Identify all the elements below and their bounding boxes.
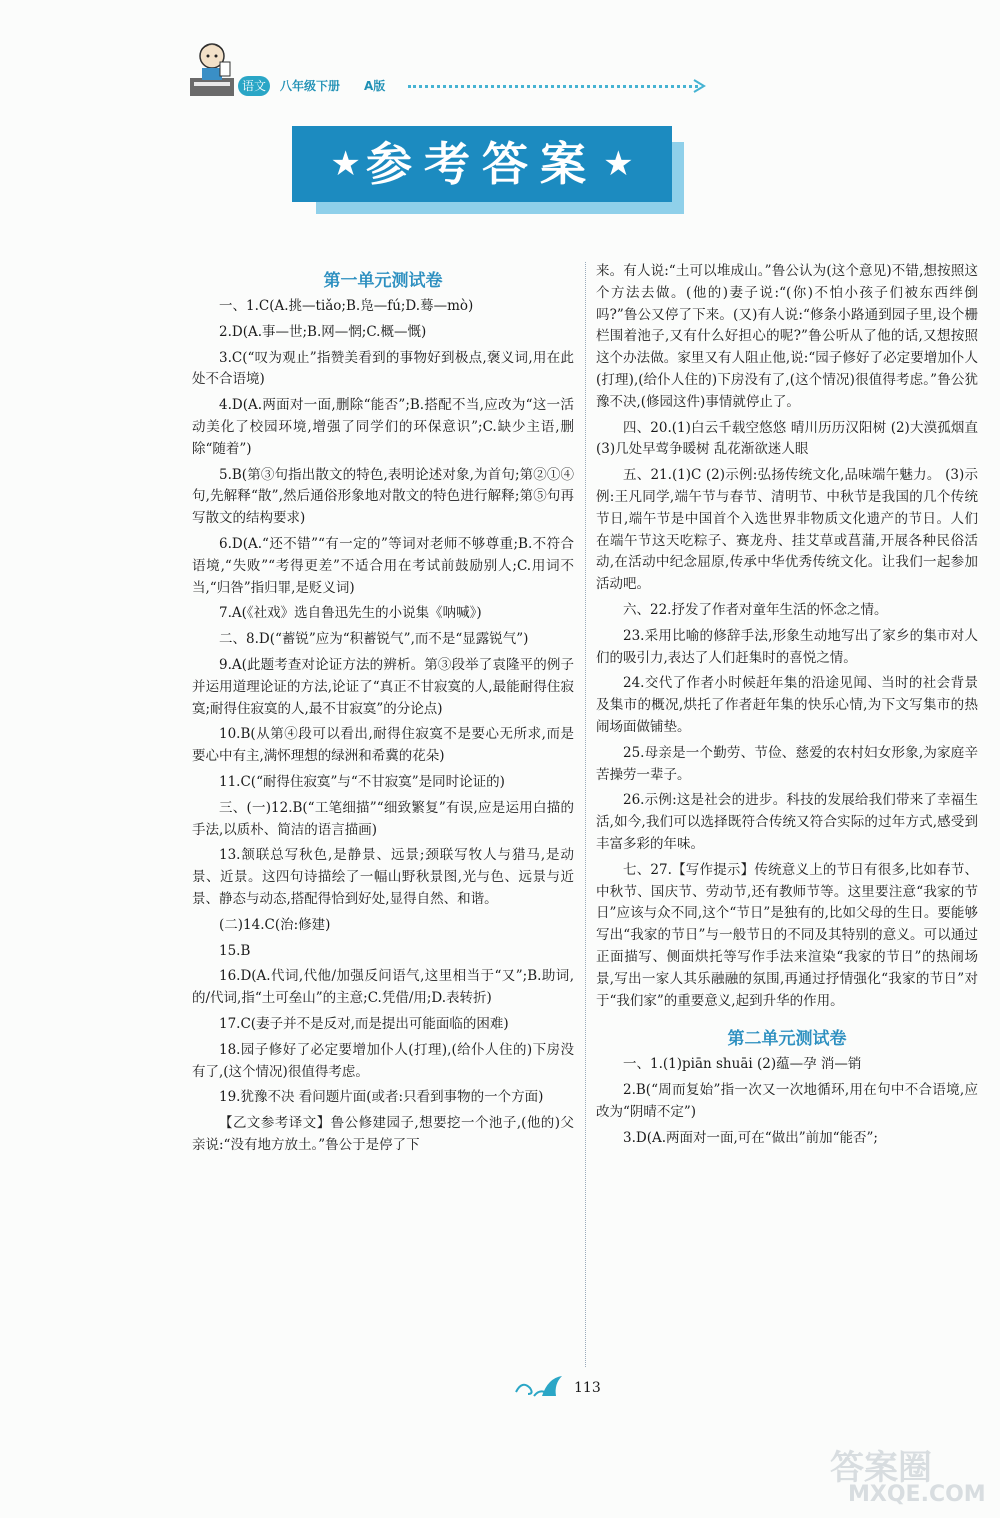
answer-item: 一、1.(1)piān shuāi (2)蕴—孕 消—销 [623,1056,862,1073]
section-title: 第二单元测试卷 [727,1029,847,1050]
answer-item: 3.D(A.两面对一面,可在“做出”前加“能否”; [623,1129,878,1146]
answer-item: 25.母亲是一个勤劳、节俭、慈爱的农村妇女形象,为家庭辛苦操劳一辈子。 [596,744,978,783]
column-divider [585,262,586,1367]
site-watermark [830,1440,1000,1510]
answer-banner [292,126,672,202]
answer-item: 六、22.抒发了作者对童年生活的怀念之情。 [623,601,888,618]
answer-item: 4.D(A.两面对一面,删除“能否”;B.搭配不当,应改为“这一活动美化了校园环境,增强了同学们的环保意识”;C.缺少主语,删除“随着”) [192,397,574,457]
subject-badge: 语文 [238,76,270,96]
answer-item: (二)14.C(治:修建) [219,916,331,933]
answer-item: 七、27.【写作提示】传统意义上的节日有很多,比如春节、中秋节、国庆节、劳动节,还有教师节等。这里要注意“我家的节日”应该与众不同,这个“节日”是独有的,比如父母的生日。要能够写出“我家的节日”与一般节日的不同及其特别的意义。可以通过正面描写、侧面烘托等写作手法来渲染“我家的节日”的热闹场景,写出一家人其乐融融的氛围,再通过抒情强化“我家的节日”对于“我们家”的重要意义,起到升华的作用。 [596,861,978,1009]
answer-item: 2.D(A.事—世;B.网—惘;C.概—慨) [219,323,427,340]
answer-item: 三、(一)12.B(“工笔细描”“细致繁复”有误,应是运用白描的手法,以质朴、简洁的语言描画) [192,799,574,838]
answer-item: 18.园子修好了必定要增加仆人(打理),(给仆人住的)下房没有了,(这个情况)很值得考虑。 [192,1041,574,1080]
answer-item: 四、20.(1)白云千载空悠悠 晴川历历汉阳树 (2)大漠孤烟直 (3)几处早莺争暖树 乱花渐欲迷人眼 [596,419,978,458]
answer-item: 3.C(“叹为观止”指赞美看到的事物好到极点,褒义词,用在此处不合语境) [192,349,574,388]
translation-text: 来。有人说:“土可以堆成山。”鲁公认为(这个意见)不错,想按照这个方法去做。(他的)妻子说:“(你)不怕小孩子们被东西绊倒吗?”鲁公又停了下来。(又)有人说:“修条小路通到园子里,设个栅栏围着池子,又有什么好担心的呢?”鲁公听从了他的话,又想按照这个办法做。家里又有人阻止他,说:“园子修好了必定要增加仆人(打理),(给仆人住的)下房没有了,(这个情况)很值得考虑。”鲁公犹豫不决,(修园这件)事情就停止了。 [596,263,978,410]
banner-title: 参考答案 [366,137,598,191]
answer-item: 23.采用比喻的修辞手法,形象生动地写出了家乡的集市对人们的吸引力,表达了人们赶集时的喜悦之情。 [596,627,978,666]
page-number: 113 [574,1380,601,1396]
answer-item: 5.B(第③句指出散文的特色,表明论述对象,为首句;第②①④句,先解释“散”,然后通俗形象地对散文的特色进行解释;第⑤句再写散文的结构要求) [192,466,574,527]
answer-item: 26.示例:这是社会的进步。科技的发展给我们带来了幸福生活,如今,我们可以选择既符合传统又符合实际的过年方式,感受到丰富多彩的年味。 [596,792,978,852]
watermark-url: MXQE.COM [848,1482,986,1507]
answer-item: 一、1.C(A.挑—tiǎo;B.凫—fú;D.蓦—mò) [219,298,474,314]
grade-label: 八年级下册 [280,79,341,93]
star-icon: ★ [603,144,634,184]
dotted-rule [408,85,698,90]
answer-item: 五、21.(1)C (2)示例:弘扬传统文化,品味端午魅力。 (3)示例:王凡同学,端午节与春节、清明节、中秋节是我国的几个传统节日,端午节是中国首个入选世界非物质文化遗产的节日。人们在端午节这天吃粽子、赛龙舟、挂艾草或菖蒲,开展各种民俗活动,在活动中纪念屈原,传承中华优秀传统文化。让我们一起参加活动吧。 [596,467,978,593]
watermark-logo: 答案圈 [830,1448,932,1488]
translation-text: 【乙文参考译文】鲁公修建园子,想要挖一个池子,(他的)父亲说:“没有地方放土。”鲁公于是停了下 [192,1115,574,1153]
left-column [192,268,574,1161]
swirl-ornament-icon [512,1374,570,1400]
page-header [186,38,726,108]
answer-item: 11.C(“耐得住寂寞”与“不甘寂寞”是同时论证的) [219,773,505,790]
answer-item: 15.B [219,942,251,959]
student-mascot-icon [186,38,238,100]
answer-item: 16.D(A.代词,代他/加强反问语气,这里相当于“又”;B.助词,的/代词,指“土可垒山”的主意;C.凭借/用;D.表转折) [192,968,574,1007]
answer-item: 2.B(“周而复始”指一次又一次地循环,用在句中不合语境,应改为“阴晴不定”) [596,1082,978,1120]
answer-item: 9.A(此题考查对论证方法的辨析。第③段举了袁隆平的例子并运用道理论证的方法,论证了“真正不甘寂寞的人,最能耐得住寂寞;耐得住寂寞的人,最不甘寂寞”的分论点) [192,656,574,717]
answer-item: 二、8.D(“蓄锐”应为“积蓄锐气”,而不是“显露锐气”) [219,631,529,648]
answer-item: 6.D(A.“还不错”“有一定的”等词对老师不够尊重;B.不符合语境,“失败”“考得更差”不适合用在考试前鼓励别人;C.用词不当,“归咎”指归罪,是贬义词) [192,535,574,596]
arrow-icon [692,76,706,96]
answer-item: 10.B(从第④段可以看出,耐得住寂寞不是要心无所求,而是要心中有主,满怀理想的绿洲和希冀的花朵) [192,726,574,765]
answer-item: 7.A(《社戏》选自鲁迅先生的小说集《呐喊》) [219,605,482,622]
star-icon: ★ [330,144,361,184]
answer-item: 17.C(妻子并不是反对,而是提出可能面临的困难) [219,1015,509,1032]
section-title: 第一单元测试卷 [323,271,443,291]
answer-item: 24.交代了作者小时候赶年集的沿途见闻、当时的社会背景及集市的概况,烘托了作者赶年集的快乐心情,为下文写集市的热闹场面做铺垫。 [596,675,978,735]
right-column [596,261,978,1153]
edition-label: A版 [364,79,386,93]
answer-item: 19.犹豫不决 看问题片面(或者:只看到事物的一个方面) [219,1089,544,1106]
answer-item: 13.颔联总写秋色,是静景、远景;颈联写牧人与猎马,是动景、近景。这四句诗描绘了一幅山野秋景图,光与色、远景与近景、静态与动态,搭配得恰到好处,显得自然、和谐。 [192,847,574,907]
